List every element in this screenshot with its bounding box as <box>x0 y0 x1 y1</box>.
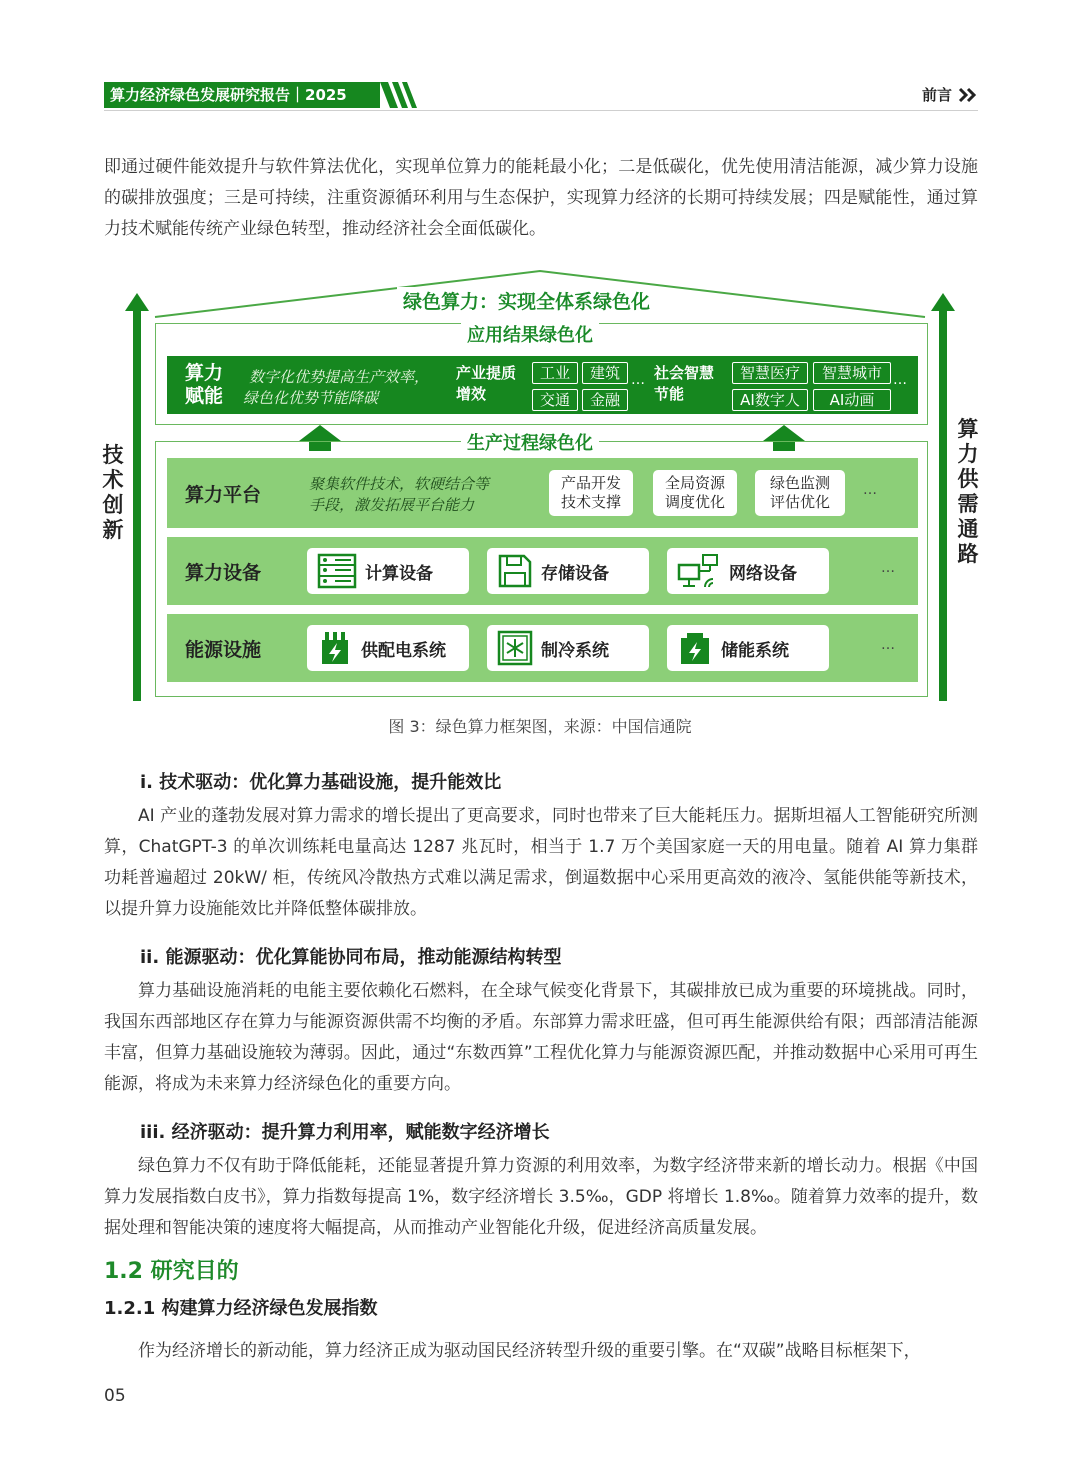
chip-green-monitoring: 绿色监测评估优化 <box>755 470 845 516</box>
page-header <box>104 80 978 110</box>
energy-storage <box>667 625 829 671</box>
server-icon <box>317 553 357 589</box>
device-storage-label: 存储设备 <box>541 563 609 584</box>
intro-paragraph: 即通过硬件能效提升与软件算法优化，实现单位算力的能耗最小化；二是低碳化，优先使用清洁能源，减少算力设施的碳排放强度；三是可持续，注重资源循环利用与生态保护，实现算力经济的长期可持续发展；四是赋能性，通过算力技术赋能传统产业绿色转型，推动经济社会全面低碳化。 <box>104 157 978 239</box>
device-compute <box>307 548 469 594</box>
green-computing-framework-diagram <box>95 265 985 705</box>
application-row <box>167 356 918 414</box>
left-up-arrow <box>125 293 149 701</box>
energy-label: 能源设施 <box>185 639 262 661</box>
chip-construction: 建筑 <box>582 362 628 384</box>
report-title-bar: 算力经济绿色发展研究报告｜2025 <box>104 82 380 108</box>
society-label: 社会智慧节能 <box>654 364 715 403</box>
chip-industry: 工业 <box>532 362 578 384</box>
platform-row <box>167 458 918 528</box>
section-iii-heading: iii. 经济驱动：提升算力利用率，赋能数字经济增长 <box>140 1122 550 1143</box>
platform-desc-line1: 聚集软件技术，软硬结合等 <box>309 475 490 493</box>
network-icon <box>677 553 721 589</box>
power-supply-icon <box>317 630 353 666</box>
chip-transport: 交通 <box>532 389 578 411</box>
application-title: 应用结果绿色化 <box>461 321 599 347</box>
battery-icon <box>677 630 713 666</box>
section-i-heading: i. 技术驱动：优化算力基础设施，提升能效比 <box>140 772 502 793</box>
chip-finance: 金融 <box>582 389 628 411</box>
platform-desc-line2: 手段，激发拓展平台能力 <box>309 496 475 514</box>
device-network <box>667 548 829 594</box>
header-stripes-decoration <box>380 82 420 108</box>
application-ellipsis-1: … <box>631 372 646 388</box>
application-desc-line1: 数字化优势提高生产效率， <box>249 368 430 386</box>
industry-label: 产业提质增效 <box>456 364 517 403</box>
device-compute-label: 计算设备 <box>365 563 433 584</box>
energy-ellipsis: … <box>881 637 896 653</box>
header-divider <box>104 110 978 111</box>
section-ii-heading: ii. 能源驱动：优化算能协同布局，推动能源结构转型 <box>140 947 562 968</box>
energy-storage-label: 储能系统 <box>721 640 789 661</box>
energy-cooling <box>487 625 649 671</box>
chip-global-resource-scheduling: 全局资源调度优化 <box>653 470 737 516</box>
page-number: 05 <box>104 1386 126 1406</box>
floppy-disk-icon <box>497 553 533 589</box>
energy-power-supply-label: 供配电系统 <box>361 640 446 661</box>
devices-label: 算力设备 <box>185 562 262 584</box>
chip-ai-animation: AI动画 <box>813 389 891 411</box>
section-1-2-1-subtitle: 1.2.1 构建算力经济绿色发展指数 <box>104 1298 378 1319</box>
devices-row <box>167 537 918 605</box>
section-1-2-title: 1.2 研究目的 <box>104 1259 239 1284</box>
right-up-arrow <box>931 293 955 701</box>
snowflake-icon <box>497 630 533 666</box>
figure-caption: 图 3：绿色算力框架图，来源：中国信通院 <box>388 717 692 736</box>
device-network-label: 网络设备 <box>729 563 797 584</box>
application-desc-line2: 绿色化优势节能降碳 <box>243 389 379 407</box>
platform-ellipsis: … <box>863 482 878 498</box>
left-label-tech-innovation: 技术创新 <box>102 443 124 542</box>
device-storage <box>487 548 649 594</box>
roof-title: 绿色算力：实现全体系绿色化 <box>397 287 656 314</box>
application-ellipsis-2: … <box>893 372 908 388</box>
chip-smart-medical: 智慧医疗 <box>732 362 808 384</box>
section-iii-body: 绿色算力不仅有助于降低能耗，还能显著提升算力资源的利用效率，为数字经济带来新的增长动力。根据《中国算力发展指数白皮书》，算力指数每提高 1%，数字经济增长 3.5‰，GDP 将增长 1.8‰。随着算力效率的提升，数据处理和智能决策的速度将大幅提高，从而推动产业智能化升级，促进经济高质量发展。 <box>104 1156 978 1238</box>
chip-smart-city: 智慧城市 <box>813 362 891 384</box>
energy-cooling-label: 制冷系统 <box>541 640 609 661</box>
section-ii-body: 算力基础设施消耗的电能主要依赖化石燃料，在全球气候变化背景下，其碳排放已成为重要的环境挑战。同时，我国东西部地区存在算力与能源资源供需不均衡的矛盾。东部算力需求旺盛，但可再生能源供给有限；西部清洁能源丰富，但算力基础设施较为薄弱。因此，通过“东数西算”工程优化算力与能源资源匹配，并推动数据中心采用可再生能源，将成为未来算力经济绿色化的重要方向。 <box>104 981 978 1094</box>
application-label: 算力赋能 <box>185 362 224 407</box>
chip-ai-digital-human: AI数字人 <box>732 389 808 411</box>
energy-row <box>167 614 918 682</box>
section-1-2-body: 作为经济增长的新动能，算力经济正成为驱动国民经济转型升级的重要引擎。在“双碳”战略目标框架下， <box>138 1341 921 1361</box>
section-i-body: AI 产业的蓬勃发展对算力需求的增长提出了更高要求，同时也带来了巨大能耗压力。据斯坦福人工智能研究所测算，ChatGPT-3 的单次训练耗电量高达 1287 兆瓦时，相当于 1.7 万个美国家庭一天的用电量。随着 AI 算力集群功耗普遍超过 20kW/ 柜，传统风冷散热方式难以满足需求，倒逼数据中心采用更高效的液冷、氢能供能等新技术，以提升算力设施能效比并降低整体碳排放。 <box>104 806 978 919</box>
right-label-supply-demand: 算力供需通路 <box>957 417 979 566</box>
production-title: 生产过程绿色化 <box>461 429 599 455</box>
section-name: 前言 <box>921 86 952 104</box>
devices-ellipsis: … <box>881 560 896 576</box>
platform-label: 算力平台 <box>185 484 262 506</box>
chip-product-dev-support: 产品开发技术支撑 <box>549 470 633 516</box>
energy-power-supply <box>307 625 469 671</box>
double-chevron-right-icon <box>958 87 978 103</box>
section-indicator <box>922 84 978 105</box>
